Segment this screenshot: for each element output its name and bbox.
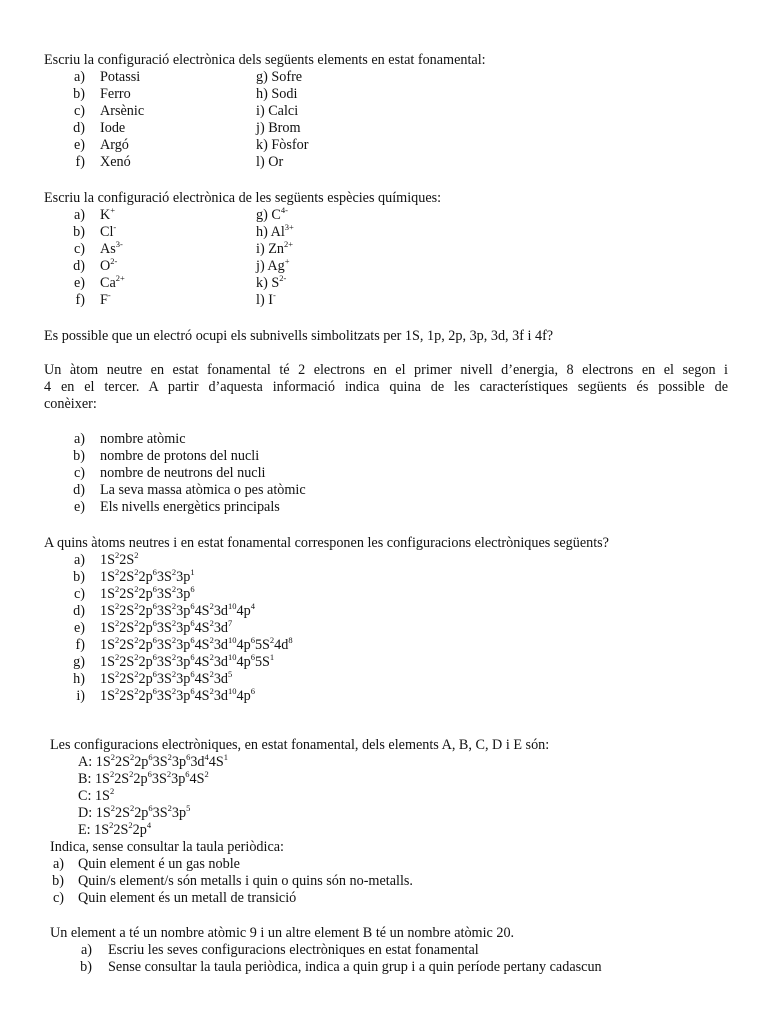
q6-config-row <box>78 771 209 788</box>
exponent: 6 <box>190 652 195 662</box>
element-name-right: i) Calci <box>256 103 299 119</box>
species-symbol: As <box>100 241 116 257</box>
species-charge: 2+ <box>283 239 294 249</box>
exponent: 2 <box>209 652 214 662</box>
exponent: 6 <box>152 567 157 577</box>
exponent: 10 <box>228 686 237 696</box>
electron-configuration: $1S^22S^22p^63S^23p^6$ <box>100 584 195 602</box>
q4-option-row <box>0 465 768 482</box>
element-name: Arsènic <box>100 103 145 119</box>
option-text: Quin element é un gas noble <box>78 856 240 872</box>
exponent: 2 <box>134 618 139 628</box>
option-letter: a) <box>73 431 85 447</box>
q7-title: Un element a té un nombre atòmic 9 i un altre element B té un nombre atòmic 20. <box>50 925 515 941</box>
item-letter: a) <box>73 207 85 223</box>
exponent: 2 <box>209 635 214 645</box>
exponent: 2 <box>204 769 209 779</box>
q4-option-row <box>0 499 768 516</box>
exponent: 2 <box>209 618 214 628</box>
exponent: 2 <box>134 567 139 577</box>
element-name-right: l) Or <box>256 154 284 170</box>
exponent: 2 <box>109 769 115 779</box>
exponent: 2 <box>171 652 177 662</box>
config-letter: h) <box>73 671 85 687</box>
item-letter: d) <box>73 120 85 136</box>
exponent: 2 <box>129 769 134 779</box>
exponent: 2 <box>114 686 120 696</box>
species-charge: - <box>107 290 111 300</box>
item-letter: c) <box>73 241 85 257</box>
config-letter: i) <box>76 688 85 704</box>
exponent: 2 <box>114 550 120 560</box>
exponent: 2 <box>114 652 120 662</box>
exponent: 4 <box>250 601 255 611</box>
element-label: E: <box>78 822 95 838</box>
exponent: 2 <box>171 686 177 696</box>
exponent: 8 <box>288 635 293 645</box>
config-letter: g) <box>73 654 85 670</box>
option-text: nombre de neutrons del nucli <box>100 465 266 481</box>
exponent: 6 <box>148 752 153 762</box>
species-right <box>256 275 286 292</box>
q2-item-row <box>0 292 768 309</box>
exponent: 2 <box>209 601 214 611</box>
exponent: 2 <box>167 752 172 762</box>
option-letter: a) <box>52 856 64 872</box>
exponent: 2 <box>134 652 139 662</box>
species-symbol: Ca <box>100 275 116 291</box>
q7-option-row <box>0 959 768 976</box>
exponent: 6 <box>250 686 255 696</box>
exponent: 6 <box>185 769 190 779</box>
q6-option-row <box>0 856 768 873</box>
exponent: 2 <box>114 618 120 628</box>
exponent: 2 <box>134 669 139 679</box>
option-letter: c) <box>73 465 85 481</box>
option-letter: b) <box>80 959 92 975</box>
item-letter: f) <box>75 292 85 308</box>
element-name-right: g) Sofre <box>256 69 303 85</box>
species-symbol: g) C <box>256 207 281 223</box>
q1-item-row <box>0 69 768 86</box>
q2-title: Escriu la configuració electrònica de les següents espècies químiques: <box>44 190 442 206</box>
electron-configuration: $1S^22S^2$ <box>100 550 139 568</box>
exponent: 6 <box>148 803 153 813</box>
species-symbol: Cl <box>100 224 114 240</box>
exponent: 2 <box>166 769 172 779</box>
species-charge: + <box>110 205 116 215</box>
option-letter: d) <box>73 482 85 498</box>
option-letter: a) <box>80 942 92 958</box>
exponent: 6 <box>250 652 255 662</box>
exponent: 2 <box>134 601 139 611</box>
species-symbol: h) Al <box>256 224 285 240</box>
exponent: 2 <box>114 567 120 577</box>
element-name: Xenó <box>100 154 131 170</box>
element-name: Argó <box>100 137 129 153</box>
exponent: 2 <box>134 635 139 645</box>
species-charge: 4- <box>280 205 288 215</box>
exponent: 2 <box>110 803 115 813</box>
exponent: 2 <box>134 550 139 560</box>
species-charge: 2- <box>110 256 118 266</box>
option-letter: c) <box>52 890 64 906</box>
exponent: 2 <box>134 686 139 696</box>
exponent: 4 <box>146 820 152 830</box>
config-letter: d) <box>73 603 85 619</box>
option-text: Quin/s element/s són metalls i quin o quins són no-metalls. <box>78 873 413 889</box>
exponent: 2 <box>109 820 114 830</box>
exponent: 6 <box>152 635 157 645</box>
element-label: A: <box>78 754 96 770</box>
element-label: C: <box>78 788 95 804</box>
q1-item-row <box>0 137 768 154</box>
config-letter: c) <box>73 586 85 602</box>
element-name-right: k) Fòsfor <box>256 137 309 153</box>
electron-configuration: $1S^22S^22p^63S^23p^64S^23d^{10}4p^65S^24d^8$ <box>100 635 293 653</box>
species-left <box>100 292 111 309</box>
exponent: 5 <box>186 803 191 813</box>
exponent: 2 <box>114 669 120 679</box>
q4-option-row <box>0 431 768 448</box>
exponent: 2 <box>129 803 135 813</box>
exponent: 6 <box>152 669 157 679</box>
element-name: Potassi <box>100 69 141 85</box>
item-letter: e) <box>73 137 85 153</box>
species-charge: - <box>113 222 117 232</box>
exponent: 2 <box>269 635 275 645</box>
element-name-right: h) Sodi <box>256 86 298 102</box>
q1-item-row <box>0 86 768 103</box>
option-text: Sense consultar la taula periòdica, indica a quin grup i a quin període pertany cadascun <box>108 959 602 975</box>
config-letter: a) <box>73 552 85 568</box>
exponent: 6 <box>190 686 195 696</box>
q4-option-row <box>0 482 768 499</box>
species-symbol: O <box>100 258 111 274</box>
exponent: 2 <box>167 803 172 813</box>
exponent: 10 <box>228 601 237 611</box>
exponent: 2 <box>171 618 177 628</box>
exponent: 2 <box>114 601 120 611</box>
exponent: 2 <box>209 686 214 696</box>
species-symbol: j) Ag <box>256 258 285 274</box>
q5-config-row <box>0 688 768 705</box>
element-name-right: j) Brom <box>256 120 301 136</box>
electron-configuration: $1S^22S^22p^63S^23p^5$ <box>95 803 191 821</box>
q6-instruction: Indica, sense consultar la taula periòdica: <box>50 839 284 855</box>
item-letter: a) <box>73 69 85 85</box>
option-text: nombre de protons del nucli <box>100 448 260 464</box>
q4-line: Un àtom neutre en estat fonamental té 2 electrons en el primer nivell d’energia, 8 electrons en el segon i <box>44 362 728 378</box>
species-symbol: l) I <box>256 292 273 308</box>
exponent: 6 <box>152 686 157 696</box>
item-letter: b) <box>73 86 85 102</box>
exponent: 2 <box>171 669 177 679</box>
exponent: 6 <box>190 635 195 645</box>
exponent: 6 <box>190 584 195 594</box>
electron-configuration: $1S^22S^22p^63S^23p^63d^44S^1$ <box>95 752 228 770</box>
q1-item-row <box>0 154 768 171</box>
exponent: 6 <box>190 669 195 679</box>
config-letter: e) <box>73 620 85 636</box>
option-text: Escriu les seves configuracions electròniques en estat fonamental <box>108 942 479 958</box>
exponent: 6 <box>190 601 195 611</box>
species-charge: - <box>272 290 276 300</box>
element-label: B: <box>78 771 95 787</box>
species-symbol: k) S <box>256 275 280 291</box>
exponent: 10 <box>228 635 237 645</box>
q5-title: A quins àtoms neutres i en estat fonamental corresponen les configuracions electròniques següents? <box>44 535 609 551</box>
q6-config-row <box>78 805 190 822</box>
q4-line: 4 en el tercer. A partir d’aquesta informació indica quina de les característiques següents és possible de <box>44 379 728 395</box>
exponent: 2 <box>171 635 177 645</box>
electron-configuration: $1S^22S^22p^63S^23p^64S^23d^{10}4p^65S^1$ <box>100 652 275 670</box>
item-letter: d) <box>73 258 85 274</box>
item-letter: f) <box>75 154 85 170</box>
q4-line: conèixer: <box>44 396 97 412</box>
exponent: 6 <box>152 652 157 662</box>
q1-item-row <box>0 120 768 137</box>
exponent: 2 <box>209 669 214 679</box>
exponent: 2 <box>171 601 177 611</box>
species-symbol: F <box>100 292 108 308</box>
exponent: 6 <box>190 618 195 628</box>
exponent: 2 <box>114 584 120 594</box>
exponent: 2 <box>109 786 115 796</box>
species-charge: 3+ <box>284 222 294 232</box>
option-letter: e) <box>73 499 85 515</box>
species-charge: + <box>284 256 290 266</box>
option-text: nombre atòmic <box>100 431 186 447</box>
electron-configuration: $1S^22S^22p^63S^23p^64S^23d^7$ <box>100 618 233 636</box>
option-text: Els nivells energètics principals <box>100 499 280 515</box>
electron-configuration: $1S^2$ <box>94 786 115 804</box>
exponent: 2 <box>129 752 135 762</box>
species-right <box>256 292 276 309</box>
species-left <box>100 224 116 241</box>
config-letter: b) <box>73 569 85 585</box>
element-name: Ferro <box>100 86 131 102</box>
exponent: 6 <box>152 601 157 611</box>
species-charge: 2+ <box>115 273 125 283</box>
species-right <box>256 207 288 224</box>
exponent: 6 <box>152 618 157 628</box>
exponent: 7 <box>228 618 233 628</box>
item-letter: b) <box>73 224 85 240</box>
q6-config-row <box>78 822 151 839</box>
element-name: Iode <box>100 120 126 136</box>
exponent: 4 <box>204 752 209 762</box>
species-symbol: i) Zn <box>256 241 284 257</box>
exponent: 6 <box>152 584 157 594</box>
option-text: La seva massa atòmica o pes atòmic <box>100 482 306 498</box>
electron-configuration: $1S^22S^22p^63S^23p^64S^2$ <box>94 769 209 787</box>
electron-configuration: $1S^22S^22p^63S^23p^64S^23d^{10}4p^6$ <box>100 686 255 704</box>
electron-configuration: $1S^22S^22p^63S^23p^1$ <box>100 567 195 585</box>
option-text: Quin element és un metall de transició <box>78 890 297 906</box>
q6-title: Les configuracions electròniques, en estat fonamental, dels elements A, B, C, D i E són: <box>50 737 550 753</box>
option-letter: b) <box>52 873 64 889</box>
exponent: 5 <box>228 669 233 679</box>
species-symbol: K <box>100 207 111 223</box>
exponent: 1 <box>269 652 275 662</box>
species-left <box>100 275 125 292</box>
exponent: 1 <box>190 567 195 577</box>
item-letter: c) <box>73 103 85 119</box>
exponent: 2 <box>171 584 177 594</box>
config-letter: f) <box>75 637 85 653</box>
q4-paragraph <box>44 362 728 413</box>
q6-option-row <box>0 890 768 907</box>
electron-configuration: $1S^22S^22p^4$ <box>94 820 152 838</box>
species-charge: 2- <box>279 273 287 283</box>
exponent: 1 <box>223 752 228 762</box>
species-charge: 3- <box>115 239 123 249</box>
species-left <box>100 258 117 275</box>
exponent: 2 <box>110 752 115 762</box>
item-letter: e) <box>73 275 85 291</box>
exponent: 2 <box>134 584 139 594</box>
q3-text: Es possible que un electró ocupi els subnivells simbolitzats per 1S, 1p, 2p, 3p, 3d, 3f i 4f? <box>44 328 554 344</box>
q6-config-row <box>78 788 114 805</box>
exponent: 2 <box>128 820 133 830</box>
q2-item-row <box>0 275 768 292</box>
exponent: 2 <box>171 567 177 577</box>
exponent: 6 <box>147 769 152 779</box>
electron-configuration: $1S^22S^22p^63S^23p^64S^23d^5$ <box>100 669 233 687</box>
q1-title: Escriu la configuració electrònica dels següents elements en estat fonamental: <box>44 52 486 68</box>
q4-option-row <box>0 448 768 465</box>
electron-configuration: $1S^22S^22p^63S^23p^64S^23d^{10}4p^4$ <box>100 601 255 619</box>
element-label: D: <box>78 805 96 821</box>
exponent: 6 <box>186 752 191 762</box>
exponent: 6 <box>250 635 255 645</box>
q6-option-row <box>0 873 768 890</box>
q7-option-row <box>0 942 768 959</box>
exponent: 10 <box>228 652 237 662</box>
q1-item-row <box>0 103 768 120</box>
option-letter: b) <box>73 448 85 464</box>
exponent: 2 <box>114 635 120 645</box>
